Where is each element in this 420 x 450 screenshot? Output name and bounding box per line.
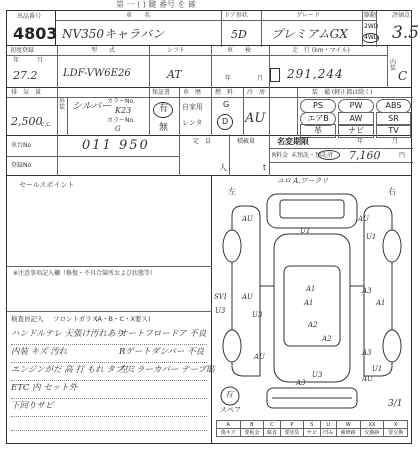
note-line-6: 左ミラーカバー テープ貼 xyxy=(119,365,215,375)
equip-navi: ナビ xyxy=(338,124,374,138)
model-value: LDF-VW6E26 xyxy=(63,68,131,79)
score: 3.5 xyxy=(392,23,420,43)
legend-code-xx: XX xyxy=(360,421,384,429)
caution-label: ※注意事項記入欄（修復・不具合箇所および状態等） xyxy=(13,270,157,277)
mark-8: U3 xyxy=(252,311,263,319)
windshield-label: フロントガラス xyxy=(53,315,99,323)
lot-label: 出品番号 xyxy=(17,13,42,20)
fuel-g: G xyxy=(223,100,230,109)
legend-desc-b: 要板金 xyxy=(240,429,264,437)
legend-desc-s: サビ xyxy=(304,429,320,437)
note-line-5: エンジンがだ 高 打 もれ タプリ xyxy=(11,365,132,375)
mark-13: A2 xyxy=(308,321,318,329)
color-no: K23 xyxy=(115,106,132,115)
equip-pw: PW xyxy=(338,99,374,113)
mark-7: A1 xyxy=(304,299,314,307)
fuel-label: 燃 料 xyxy=(215,89,234,96)
equip-label: 装 備 (軽正都は除く) xyxy=(312,89,373,96)
equip-leather: 革 xyxy=(300,124,336,138)
first-reg-year-label: 年 xyxy=(13,57,20,64)
exterior-label: 外装 xyxy=(59,98,66,111)
mark-17: U3 xyxy=(312,371,323,379)
load-label: 積載量 xyxy=(237,138,256,145)
legend-code-w: W xyxy=(336,421,360,429)
page-mark: 3/1 xyxy=(388,399,403,409)
car-name: NV350キャラバン xyxy=(62,27,165,41)
mark-1: AU xyxy=(242,215,253,223)
model-label: 型 式 xyxy=(91,47,116,54)
interior-color: G xyxy=(115,125,121,133)
mark-5: AU xyxy=(242,293,253,301)
recycle-label: R料金 xyxy=(272,152,289,159)
capacity-unit: 人 xyxy=(219,163,227,172)
note-line-8: 下回りサビ xyxy=(11,401,54,411)
mark-4: U1 xyxy=(366,233,377,241)
usage-own: 自家用 xyxy=(182,103,203,111)
mark-9: SVI xyxy=(214,293,227,301)
legend-desc-w: 補修跡 xyxy=(336,429,360,437)
note-line-4: Rゲートダンパー 不良 xyxy=(119,347,205,357)
displacement-value: 2,500 xyxy=(11,115,43,128)
recycle-status: 未預託・預託済 xyxy=(291,152,334,159)
interior-label: 内装 xyxy=(390,59,397,72)
drive-label: 駆動 xyxy=(364,12,377,19)
spec-row xyxy=(6,88,412,136)
door-label: ドア形状 xyxy=(224,12,248,19)
windshield-scale: (A・B・C・X要ス) xyxy=(95,315,151,323)
equip-sr: SR xyxy=(376,112,411,126)
chassis-row xyxy=(6,136,412,176)
score-label: 評価点 xyxy=(392,12,411,19)
first-reg-value: 27.2 xyxy=(13,69,38,82)
equip-abs: ABS xyxy=(376,99,411,113)
legend-code-x: X xyxy=(384,421,408,429)
warranty-no: 無 xyxy=(159,123,169,133)
drive-4wd: 4WD xyxy=(364,34,379,41)
chassis-number: 011 950 xyxy=(82,138,150,153)
grade: プレミアムGX xyxy=(271,27,348,41)
shift-label: シフト xyxy=(167,47,186,54)
cc-unit: c.c. xyxy=(41,121,52,128)
damage-legend xyxy=(216,420,408,437)
legend-desc-x: 要交換 xyxy=(384,429,408,437)
first-reg-label: 初度登録 xyxy=(10,47,35,54)
legend-code-a: A xyxy=(217,421,241,429)
diagram-left-label: 左 xyxy=(228,187,236,196)
displacement-label: 排 気 量 xyxy=(11,89,42,96)
recycle-fee: 7,160 xyxy=(349,149,381,162)
shift-value: AT xyxy=(167,68,182,81)
mileage-value: 291,244 xyxy=(287,67,344,81)
mark-20: AU xyxy=(362,375,373,383)
note-line-7: ETC 内 セット外 xyxy=(11,383,78,393)
equip-aw: AW xyxy=(338,112,374,126)
interior-grade: C xyxy=(398,69,408,83)
mark-18: A3 xyxy=(296,379,306,387)
mark-3: AU xyxy=(358,215,369,223)
mark-11: A3 xyxy=(362,287,372,295)
legend-code-s: S xyxy=(304,421,320,429)
note-line-1: ハンドルテレ 天張け汚れあり xyxy=(11,329,125,339)
mark-19: U1 xyxy=(372,365,383,373)
legend-desc-a: 傷キズ xyxy=(217,429,241,437)
legend-desc-p: 要塗装 xyxy=(280,429,304,437)
mark-12: A1 xyxy=(376,299,386,307)
mark-10: U3 xyxy=(215,307,226,315)
equip-airbag: エアB xyxy=(300,112,336,126)
meigi-year: 年 xyxy=(357,138,364,145)
note-line-2: オートフロードア 不良 xyxy=(119,329,207,339)
registration-row xyxy=(6,46,412,88)
first-reg-month-label: 月 xyxy=(37,57,44,64)
lot-number-box xyxy=(6,10,56,46)
diagram-right-label: 右 xyxy=(388,187,396,196)
interior-color-label: カラーNo. xyxy=(107,117,135,124)
remarks-area xyxy=(6,176,215,444)
warranty-label: 保証書 xyxy=(152,89,171,96)
note-line-3: 内装 キズ 汚れ xyxy=(11,347,68,357)
legend-desc-u: 凹み xyxy=(320,429,336,437)
meigi-month: 月 xyxy=(392,138,399,145)
grade-label: グレード xyxy=(296,12,321,19)
mark-14: A2 xyxy=(322,335,332,343)
legend-code-c: C xyxy=(264,421,280,429)
capacity-label: 定 員 xyxy=(193,138,212,145)
recycle-yen: 円 xyxy=(399,152,406,159)
equip-ps: PS xyxy=(300,99,336,113)
recycle-status-circle xyxy=(318,150,340,160)
legend-code-b: B xyxy=(240,421,264,429)
inspection-label: 車 検 xyxy=(227,47,252,54)
legend-desc-xx: 交換跡 xyxy=(360,429,384,437)
usage-label: 車 歴 xyxy=(183,89,202,96)
spare-label: スペア xyxy=(220,406,241,414)
drive-2wd: 2WD xyxy=(364,23,379,30)
lot-number: 4803 xyxy=(13,24,58,43)
mark-2: U1 xyxy=(300,227,311,235)
ac-value: AU xyxy=(245,111,266,126)
inspection-month: 月 xyxy=(257,75,264,82)
inspector-label: 検査員記入 xyxy=(11,315,44,323)
meigi-label: 名変期限 xyxy=(277,137,309,146)
exterior-color: シルバー xyxy=(72,101,112,112)
registration-label: 登録No xyxy=(11,162,32,169)
door-type: 5D xyxy=(231,28,247,41)
legend-desc-c: 腐食 xyxy=(264,429,280,437)
mileage-unit-box xyxy=(270,68,280,82)
equip-tv: TV xyxy=(376,124,411,138)
diagram-top-note: ユロ A.ワークリ xyxy=(277,177,329,185)
inspection-year: 年 xyxy=(225,75,232,82)
mileage-label: 走 行 (km・マイル) xyxy=(292,47,350,54)
load-unit: t xyxy=(263,163,267,172)
color-no-label: カラーNo. xyxy=(107,98,135,105)
auction-sheet xyxy=(6,0,420,444)
mark-16: A3 xyxy=(362,349,372,357)
spare-mark: 有 xyxy=(225,390,233,399)
damage-diagram xyxy=(212,176,412,444)
car-name-label: 車 名 xyxy=(126,12,151,19)
usage-rental: レンタ xyxy=(182,119,203,127)
header-row xyxy=(56,10,420,46)
chassis-label: 車台No xyxy=(11,142,32,149)
top-strip-text: 第 一 ( ) 鍵 番号 を 確 xyxy=(116,0,197,9)
mark-6: A1 xyxy=(306,285,316,293)
warranty-yes: 有 xyxy=(159,104,169,114)
legend-code-u: U xyxy=(320,421,336,429)
legend-code-p: P xyxy=(280,421,304,429)
fuel-d: D xyxy=(222,117,229,126)
ac-label: 冷 房 xyxy=(247,89,266,96)
mark-15: AU xyxy=(254,353,265,361)
sales-point-label: セールスポイント xyxy=(19,181,75,189)
